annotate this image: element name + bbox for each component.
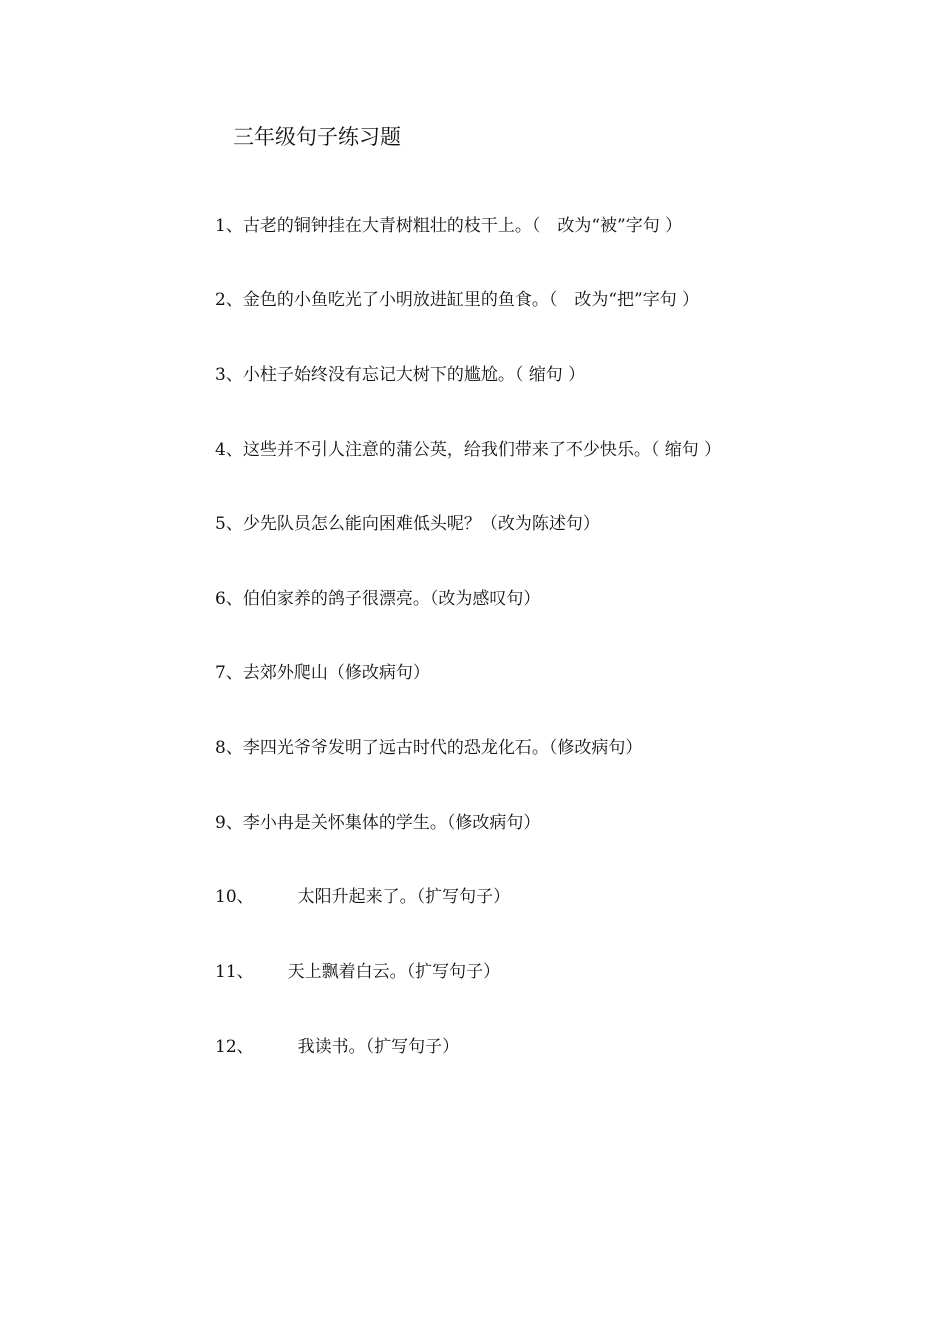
question-text: 我读书。（扩写句子） [297, 1037, 460, 1057]
question-10 [215, 886, 510, 908]
question-text: 天上飘着白云。（扩写句子） [287, 962, 501, 982]
question-number: 11、 [215, 962, 254, 982]
document-title: 三年级句子练习题 [233, 125, 401, 149]
question-5 [215, 513, 600, 535]
question-3 [215, 364, 585, 386]
question-7 [215, 662, 430, 684]
question-2 [215, 289, 699, 311]
question-number: 9、 [215, 813, 243, 833]
question-text: 金色的小鱼吃光了小明放进缸里的鱼食。（ 改为“把”字句 ） [242, 290, 700, 310]
question-text: 李小冉是关怀集体的学生。（修改病句） [242, 813, 541, 833]
question-number: 6、 [215, 589, 243, 609]
question-text: 少先队员怎么能向困难低头呢？（改为陈述句） [242, 514, 600, 534]
question-number: 2、 [215, 290, 243, 310]
question-number: 1、 [215, 216, 243, 236]
question-6 [215, 588, 540, 610]
question-1 [215, 215, 682, 237]
question-number: 8、 [215, 738, 243, 758]
question-text: 这些并不引人注意的蒲公英，给我们带来了不少快乐。（ 缩句 ） [242, 440, 722, 460]
question-text: 去郊外爬山（修改病句） [242, 663, 430, 683]
question-text: 太阳升起来了。（扩写句子） [297, 887, 511, 907]
question-number: 12、 [215, 1037, 254, 1057]
question-text: 小柱子始终没有忘记大树下的尴尬。（ 缩句 ） [242, 365, 586, 385]
question-12 [215, 1036, 459, 1058]
question-8 [215, 737, 642, 759]
question-text: 伯伯家养的鸽子很漂亮。（改为感叹句） [242, 589, 541, 609]
question-number: 3、 [215, 365, 243, 385]
question-11 [215, 961, 500, 983]
question-number: 4、 [215, 440, 243, 460]
question-text: 古老的铜钟挂在大青树粗壮的枝干上。（ 改为“被”字句 ） [242, 216, 683, 236]
question-number: 10、 [215, 887, 254, 907]
question-9 [215, 812, 540, 834]
question-number: 7、 [215, 663, 243, 683]
question-4 [215, 439, 721, 461]
question-number: 5、 [215, 514, 243, 534]
question-text: 李四光爷爷发明了远古时代的恐龙化石。（修改病句） [242, 738, 643, 758]
